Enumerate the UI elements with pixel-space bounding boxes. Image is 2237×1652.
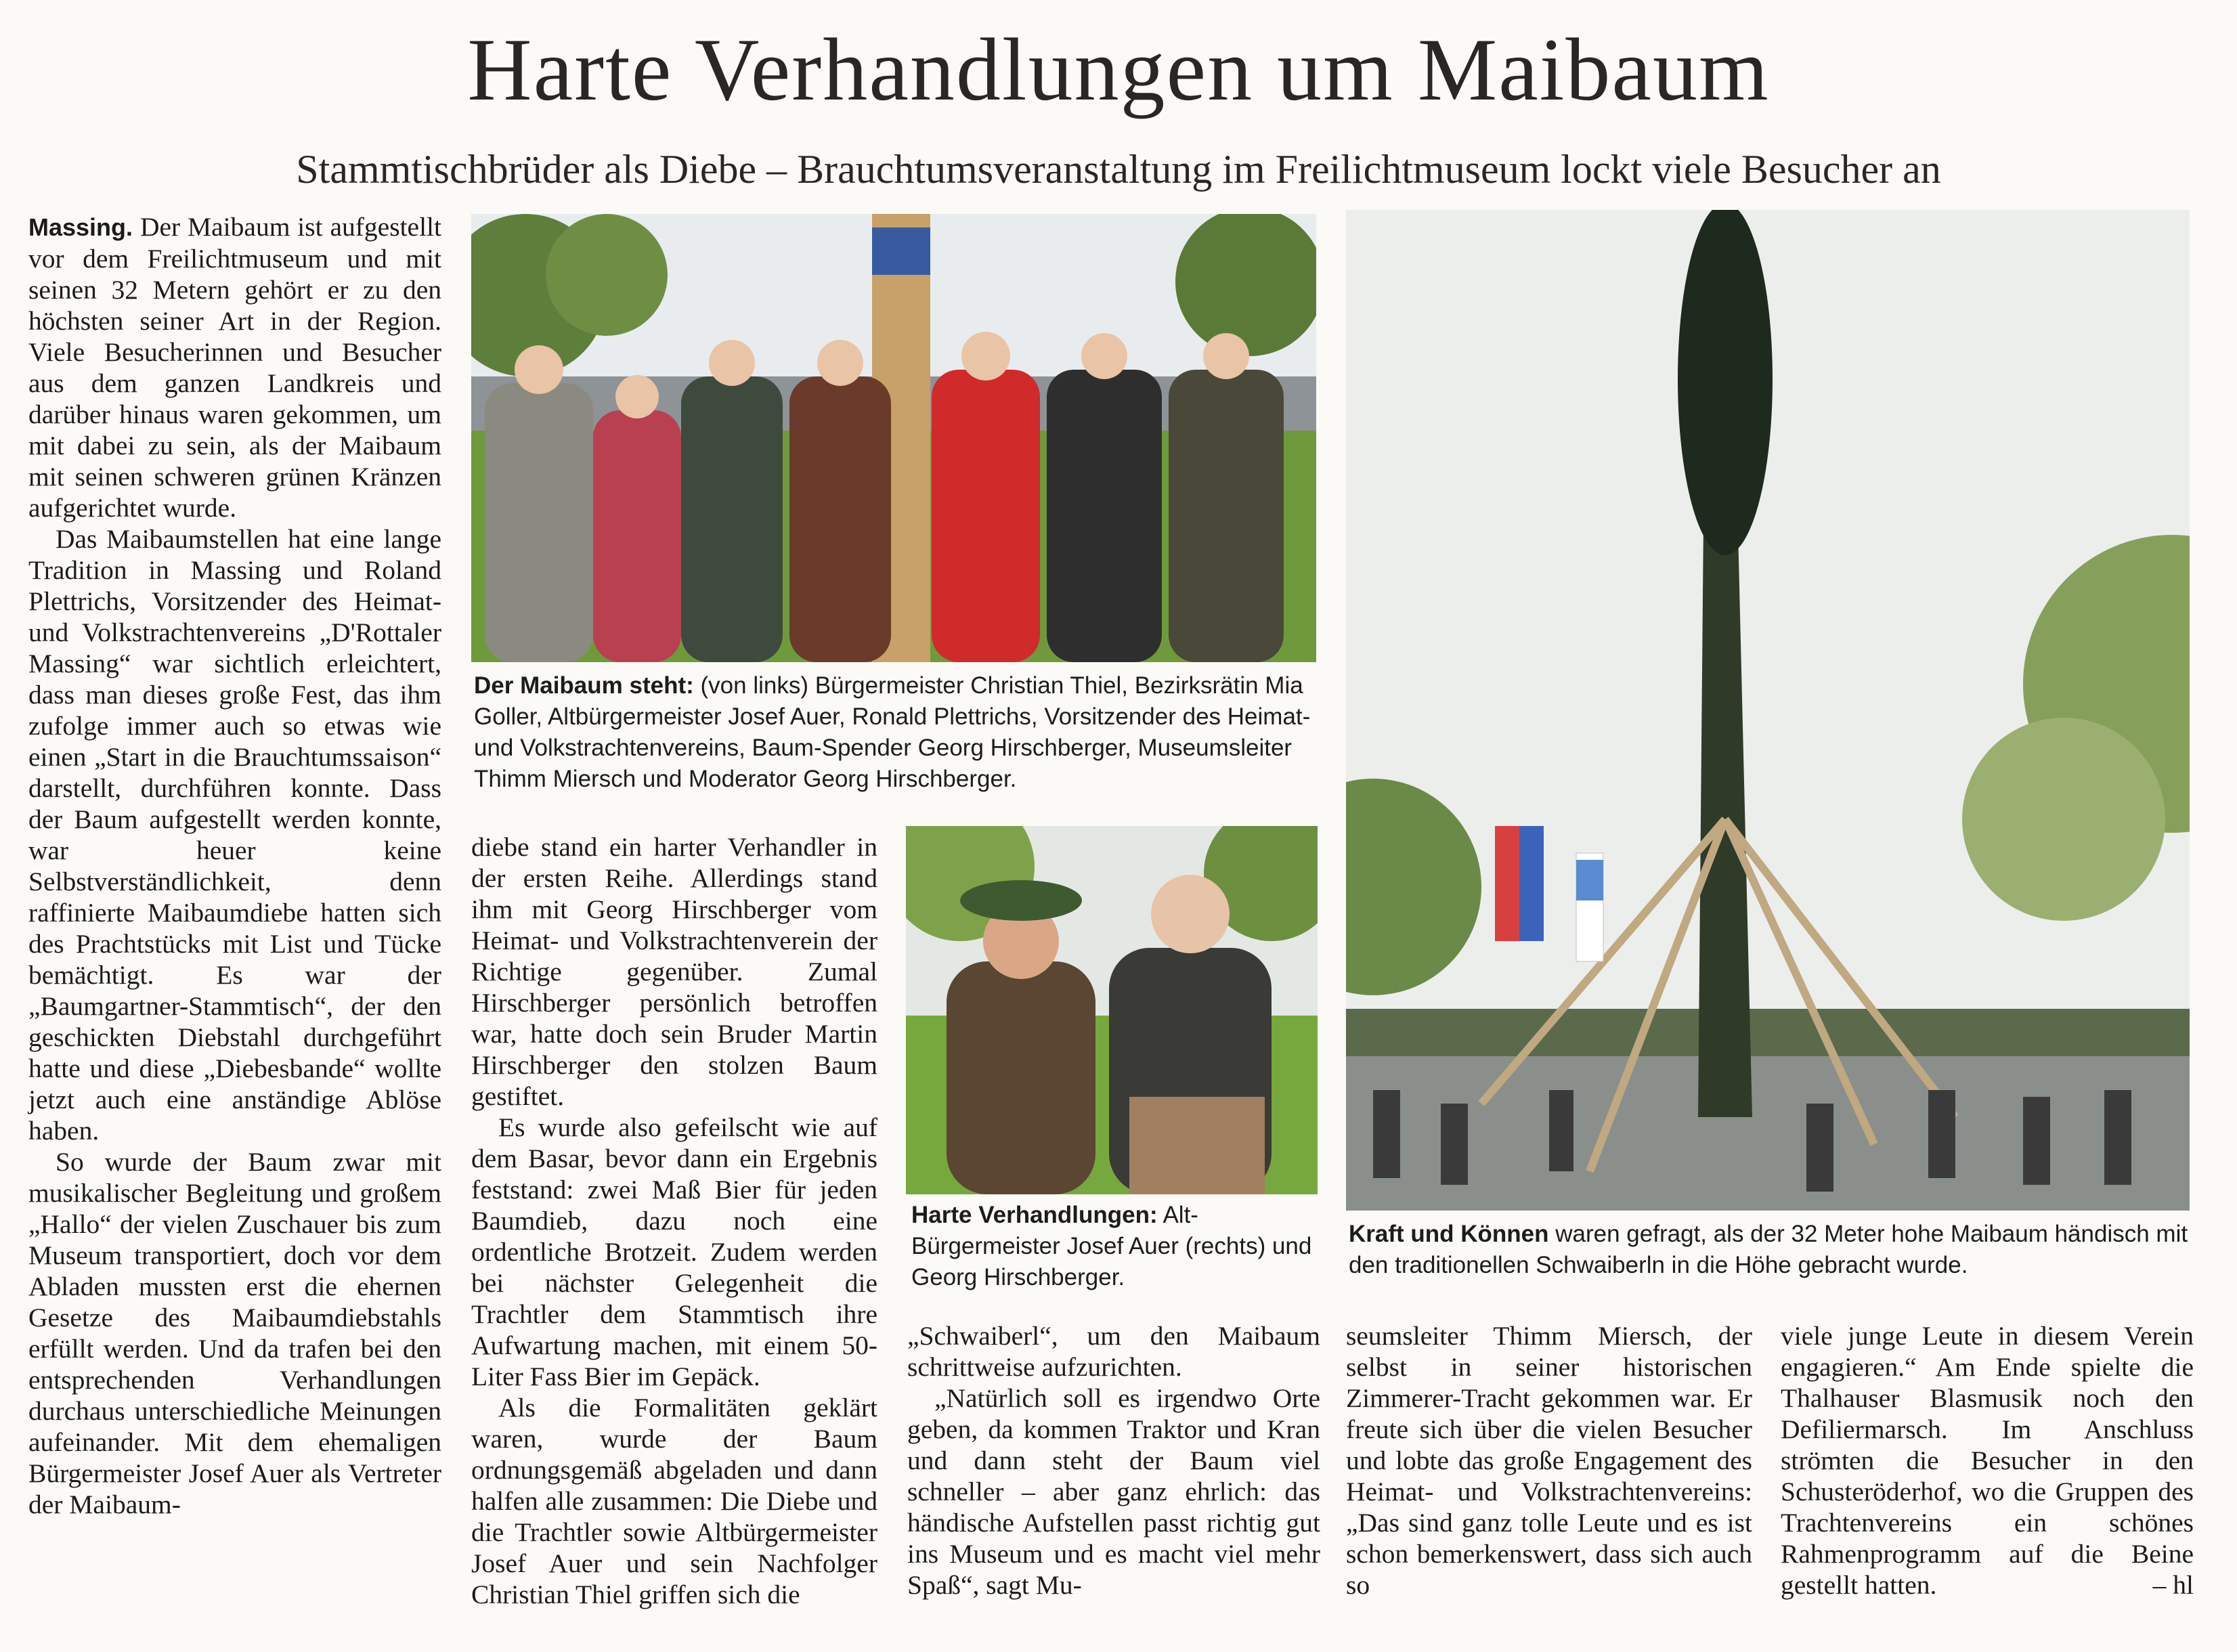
paragraph: seumsleiter Thimm Miersch, der selbst in seiner historischen Zimmerer-Tracht gekommen war. Er freute sich über die vielen Besucher und lobte das große Engagement des Heimat- und Volkstrachtenvereins: „Das sind ganz tolle Leute und es ist schon bemerkenswert, dass sich auch so [1346, 1321, 1752, 1600]
caption-text: Alt-Bürgermeister Josef Auer (rechts) und Georg Hirschberger. [911, 1202, 1312, 1290]
paragraph: Es wurde also gefeilscht wie auf dem Basar, bevor dann ein Ergebnis feststand: zwei Maß Bier für jeden Baumdieb, dazu noch eine ordentliche Brotzeit. Zudem werden bei nächster Gelegenheit die Trachtler dem Stammtisch ihre Aufwartung machen, mit einem 50-Liter Fass Bier im Gepäck. [471, 1112, 877, 1391]
paragraph: „Schwaiberl“, um den Maibaum schrittweise aufzurichten. [907, 1321, 1320, 1382]
paragraph: „Natürlich soll es irgendwo Orte geben, da kommen Traktor und Kran und dann steht der Baum viel schneller – aber ganz ehrlich: das händische Aufstellen passt richtig gut ins Museum und es macht viel mehr Spaß“, sagt Mu- [907, 1383, 1320, 1600]
paragraph: diebe stand ein harter Verhandler in der ersten Reihe. Allerdings stand ihm mit Georg Hirschberger vom Heimat- und Volkstrachtenverein der Richtige gegenüber. Zumal Hirschberger persönlich betroffen war, hatte doch sein Bruder Martin Hirschberger den stolzen Baum gestiftet. [471, 832, 877, 1111]
paragraph: Das Maibaumstellen hat eine lange Tradition in Massing und Roland Plettrichs, Vorsitzender des Heimat- und Volkstrachtenvereins „D'Rottaler Massing“ war sichtlich erleichtert, dass man dieses große Fest, das ihm zufolge immer auch so etwas wie einen „Start in die Brauchtumssaison“ darstellt, durchführen konnte. Dass der Baum aufgestellt werden konnte, war heuer keine Selbstverständlichkeit, denn raffinierte Maibaumdiebe hatten sich des Prachtstücks mit List und Tücke bemächtigt. Es war der „Baumgartner-Stammtisch“, der den geschickten Diebstahl durchgeführt hatte und diese „Diebesbande“ wollte jetzt auch eine anständige Ablöse haben. [28, 524, 441, 1146]
column-5 [1781, 1320, 2194, 1601]
photo-group-at-maibaum [471, 214, 1316, 662]
caption-lead: Der Maibaum steht: [474, 672, 694, 699]
dateline: Massing. [28, 213, 133, 241]
paragraph: viele junge Leute in diesem Verein engagieren.“ Am Ende spielte die Thalhauser Blasmusik noch den Defiliermarsch. Im Anschluss strömten die Besucher in den Schusteröderhof, wo die Gruppen des Trachtenvereins ein schönes Rahmenprogramm auf die Beine gestellt hatten. [1781, 1321, 2194, 1600]
paragraph: So wurde der Baum zwar mit musikalischer Begleitung und großem „Hallo“ der vielen Zuschauer bis zum Museum transportiert, doch vor dem Abladen mussten erst die ehernen Gesetze des Maibaumdiebstahls erfüllt werden. Und da trafen bei den entsprechenden Verhandlungen durchaus unterschiedliche Meinungen aufeinander. Mit dem ehemaligen Bürgermeister Josef Auer als Vertreter der Maibaum- [28, 1147, 441, 1519]
caption-text: waren gefragt, als der 32 Meter hohe Maibaum händisch mit den traditionellen Schwaiberln in die Höhe gebracht wurde. [1349, 1221, 2188, 1278]
caption-lead: Kraft und Können [1349, 1221, 1549, 1247]
caption-photo-3 [1349, 1219, 2188, 1281]
caption-photo-1 [474, 670, 1316, 795]
column-1 [28, 211, 441, 1520]
photo-maibaum-raising [1346, 210, 2190, 1211]
paragraph: Massing. Der Maibaum ist aufgestellt vor dem Freilichtmuseum und mit seinen 32 Metern gehört er zu den höchsten seiner Art in der Region. Viele Besucherinnen und Besucher aus dem ganzen Landkreis und darüber hinaus waren gekommen, um mit dabei zu sein, als der Maibaum mit seinen schweren grünen Kränzen aufgerichtet wurde. [28, 212, 442, 523]
column-2 [471, 831, 877, 1610]
caption-lead: Harte Verhandlungen: [911, 1202, 1158, 1228]
photo-negotiation [906, 826, 1318, 1194]
headline: Harte Verhandlungen um Maibaum [467, 20, 1770, 119]
subheadline: Stammtischbrüder als Diebe – Brauchtumsveranstaltung im Freilichtmuseum lockt viele Besucher an [296, 147, 1941, 192]
paragraph: Als die Formalitäten geklärt waren, wurde der Baum ordnungsgemäß abgeladen und dann halfen alle zusammen: Die Diebe und die Trachtler sowie Altbürgermeister Josef Auer und sein Nachfolger Christian Thiel griffen sich die [471, 1393, 877, 1609]
column-3 [907, 1320, 1320, 1601]
column-4 [1346, 1320, 1752, 1601]
caption-text: (von links) Bürgermeister Christian Thiel, Bezirksrätin Mia Goller, Altbürgermeister Josef Auer, Ronald Plettrichs, Vorsitzender des Heimat- und Volkstrachtenvereins, Baum-Spender Georg Hirschberger, Museumsleiter Thimm Miersch und Moderator Georg Hirschberger. [474, 672, 1311, 792]
caption-photo-2 [911, 1200, 1318, 1293]
author-signature: – hl [2152, 1570, 2194, 1600]
